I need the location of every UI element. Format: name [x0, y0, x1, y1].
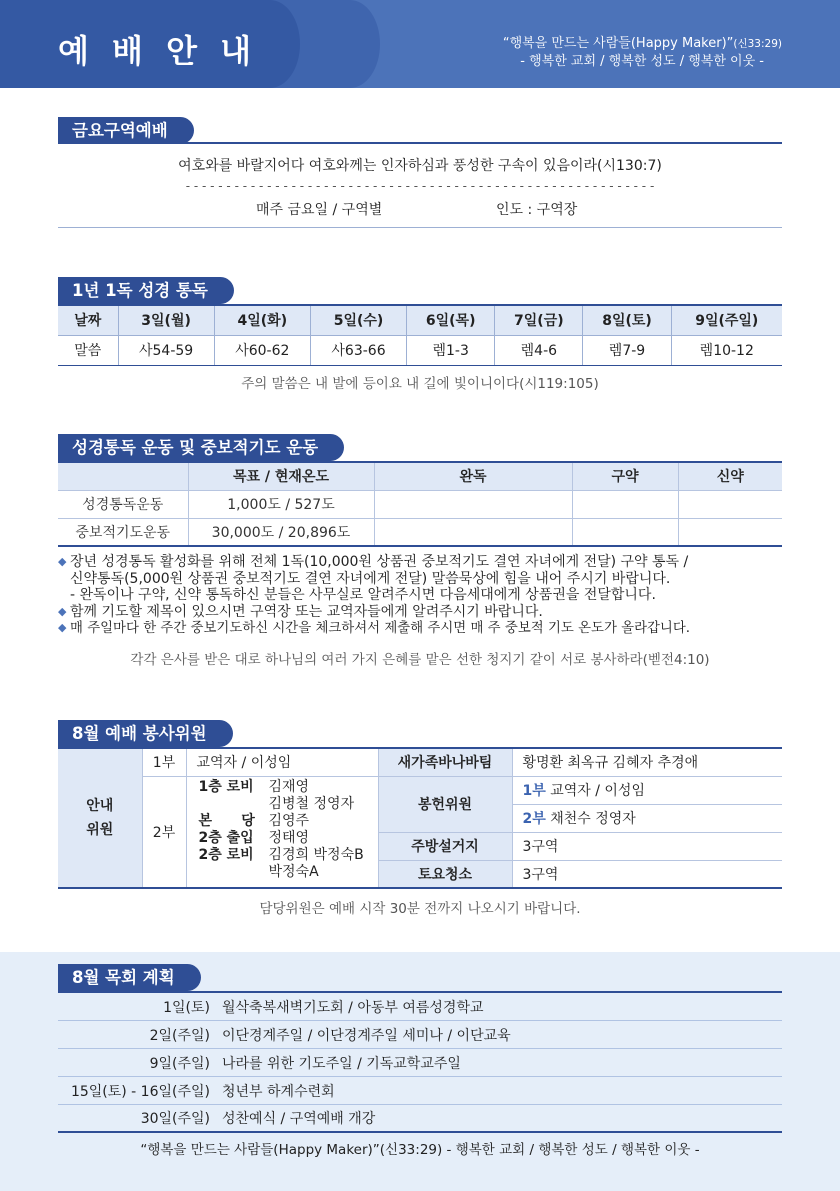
campaign-cell	[678, 518, 782, 546]
roster-lobby2-names: 김경희 박정숙B	[268, 846, 364, 863]
friday-bottom-rule	[58, 227, 782, 228]
friday-verse: 여호와를 바랄지어다 여호와께는 인자하심과 풍성한 구속이 있음이라(시130:7)	[178, 158, 662, 174]
kitchen-label: 주방설거지	[378, 832, 512, 860]
page-title: 예 배 안 내	[58, 32, 258, 70]
reading-verse: 주의 말씀은 내 발에 등이요 내 길에 빛이니이다(시119:105)	[241, 375, 599, 392]
roster-lobby1	[199, 779, 378, 796]
reading-col-day: 7일(금)	[495, 305, 583, 335]
reading-cell-label: 말씀	[58, 335, 118, 365]
roster-lobby2-names2: 박정숙A	[268, 863, 319, 880]
service-row	[58, 776, 782, 804]
service-note: 담당위원은 예배 시작 30분 전까지 나오시기 바랍니다.	[259, 901, 581, 917]
diamond-bullet-icon: ◆	[58, 555, 67, 568]
part1-label: 1부	[142, 748, 186, 776]
reading-title: 1년 1독 성경 통독	[58, 277, 234, 304]
reading-cell: 렘7-9	[583, 335, 671, 365]
plan-date: 9일(주일)	[149, 1055, 210, 1072]
offering-row-2	[512, 804, 782, 832]
reading-section	[58, 277, 782, 392]
roster-main-label: 본 당	[198, 812, 255, 829]
campaign-note-2-text: 함께 기도할 제목이 있으시면 구역장 또는 교역자들에게 알려주시기 바랍니다.	[70, 603, 543, 620]
footer-verse: “행복을 만드는 사람들(Happy Maker)”(신33:29) - 행복한 교회 / 행복한 성도 / 행복한 이웃 -	[140, 1142, 700, 1158]
header-verse-text: “행복을 만드는 사람들(Happy Maker)”	[502, 36, 734, 51]
plan-event: 나라를 위한 기도주일 / 기독교학교주일	[222, 1055, 461, 1072]
plan-row	[58, 993, 782, 1021]
plan-date: 15일(토) - 16일(주일)	[70, 1083, 210, 1100]
header-verse	[503, 32, 782, 51]
reading-table	[58, 304, 782, 366]
campaign-cell	[572, 518, 678, 546]
plan-section	[58, 964, 782, 1158]
reading-col-day: 9일(주일)	[671, 305, 782, 335]
plan-event: 성찬예식 / 구역예배 개강	[222, 1111, 376, 1127]
campaign-row	[58, 490, 782, 518]
campaign-col-target: 목표 / 현재온도	[188, 462, 374, 490]
friday-section	[58, 117, 782, 228]
campaign-cell-name: 중보적기도운동	[58, 518, 188, 546]
roster-lobby2	[199, 847, 378, 864]
campaign-cell-target: 1,000도 / 527도	[188, 490, 374, 518]
family-team-label: 새가족바나바팀	[378, 748, 512, 776]
campaign-note-1c: - 완독이나 구약, 신약 통독하신 분들은 사무실로 알려주시면 다음세대에게 상품권을 전달합니다.	[70, 587, 656, 603]
service-table	[58, 747, 782, 889]
reading-cell: 사60-62	[214, 335, 310, 365]
campaign-cell	[374, 518, 572, 546]
offering-label: 봉헌위원	[378, 776, 512, 832]
part1-value: 교역자 / 이성임	[186, 748, 378, 776]
friday-dash-line: - - - - - - - - - - - - - - - - - - - - - - - - - - - - - - - - - - - - - - - - - - - - - - - - - - - - - - - - - -	[185, 179, 655, 193]
plan-date: 1일(토)	[163, 999, 210, 1016]
offering-value-2: 채천수 정영자	[550, 811, 636, 827]
family-team-value: 황명환 최옥규 김혜자 추경애	[512, 748, 782, 776]
service-title: 8월 예배 봉사위원	[58, 720, 233, 747]
offering-row-1	[512, 776, 782, 804]
campaign-col-complete: 완독	[374, 462, 572, 490]
campaign-verse: 각각 은사를 받은 대로 하나님의 여러 가지 은혜를 맡은 선한 청지기 같이 서로 봉사하라(벧전4:10)	[130, 651, 710, 668]
friday-leader: 인도 : 구역장	[496, 202, 578, 218]
plan-row	[58, 1021, 782, 1049]
campaign-note-3-text: 매 주일마다 한 주간 중보기도하신 시간을 체크하셔서 제출해 주시면 매 주 중보적 기도 온도가 올라갑니다.	[70, 621, 691, 636]
plan-event: 월삭축복새벽기도회 / 아동부 여름성경학교	[222, 999, 484, 1016]
campaign-table	[58, 461, 782, 547]
part2-label: 2부	[142, 776, 186, 888]
campaign-cell	[678, 490, 782, 518]
campaign-section	[58, 434, 782, 668]
reading-cell: 사54-59	[118, 335, 214, 365]
plan-title: 8월 목회 계획	[58, 964, 201, 991]
page-header	[0, 0, 840, 88]
campaign-note-1	[58, 554, 782, 571]
plan-row	[58, 1049, 782, 1077]
reading-cell: 렘4-6	[495, 335, 583, 365]
reading-cell: 렘10-12	[671, 335, 782, 365]
service-section	[58, 720, 782, 917]
saturday-label: 토요청소	[378, 860, 512, 888]
reading-row	[58, 335, 782, 365]
reading-col-day: 3일(월)	[118, 305, 214, 335]
plan-row	[58, 1105, 782, 1133]
guide-label-line1: 안내	[86, 798, 114, 814]
header-subtitle: - 행복한 교회 / 행복한 성도 / 행복한 이웃 -	[520, 54, 764, 69]
roster-lobby1-label: 1층 로비	[198, 778, 254, 795]
campaign-cell	[572, 490, 678, 518]
plan-date: 2일(주일)	[149, 1027, 210, 1044]
offering-part-1: 1부	[522, 783, 546, 799]
reading-col-day: 5일(수)	[310, 305, 406, 335]
saturday-value: 3구역	[512, 860, 782, 888]
roster-lobby1-names: 김재영	[268, 778, 310, 795]
guide-committee-label	[58, 748, 142, 888]
roster-exit2-names: 정태영	[268, 829, 310, 846]
campaign-note-3	[58, 620, 782, 638]
service-row	[58, 748, 782, 776]
reading-col-day: 8일(토)	[583, 305, 671, 335]
campaign-notes	[58, 554, 782, 638]
campaign-cell	[374, 490, 572, 518]
roster-main-names: 김영주	[268, 812, 310, 829]
campaign-col-nt: 신약	[678, 462, 782, 490]
campaign-note-1-text: 장년 성경통독 활성화를 위해 전체 1독(10,000원 상품권 중보적기도 결연 자녀에게 전달) 구약 통독 /	[70, 554, 689, 570]
diamond-bullet-icon: ◆	[58, 621, 67, 634]
campaign-row	[58, 518, 782, 546]
campaign-col-ot: 구약	[572, 462, 678, 490]
roster-exit2	[199, 830, 378, 847]
campaign-cell-name: 성경통독운동	[58, 490, 188, 518]
plan-row	[58, 1077, 782, 1105]
offering-part-2: 2부	[522, 811, 546, 827]
roster-lobby1-names2: 김병철 정영자	[268, 795, 355, 812]
campaign-cell-target: 30,000도 / 20,896도	[188, 518, 374, 546]
campaign-header-row	[58, 462, 782, 490]
friday-info	[58, 197, 782, 223]
campaign-title: 성경통독 운동 및 중보적기도 운동	[58, 434, 344, 461]
reading-cell: 렘1-3	[407, 335, 495, 365]
reading-col-day: 6일(목)	[407, 305, 495, 335]
offering-value-1: 교역자 / 이성임	[550, 783, 645, 799]
friday-title: 금요구역예배	[58, 117, 194, 144]
part2-roster	[186, 776, 378, 888]
kitchen-value: 3구역	[512, 832, 782, 860]
plan-date: 30일(주일)	[140, 1111, 210, 1127]
guide-label-line2: 위원	[86, 822, 114, 838]
reading-header-row	[58, 305, 782, 335]
reading-col-day: 4일(화)	[214, 305, 310, 335]
friday-schedule: 매주 금요일 / 구역별	[256, 202, 383, 218]
reading-cell: 사63-66	[310, 335, 406, 365]
header-verse-ref: (신33:29)	[733, 38, 782, 50]
campaign-col-blank	[58, 462, 188, 490]
plan-event: 이단경계주일 / 이단경계주일 세미나 / 이단교육	[222, 1027, 511, 1044]
roster-lobby2-label: 2층 로비	[198, 846, 254, 863]
roster-exit2-label: 2층 출입	[198, 829, 254, 846]
plan-event: 청년부 하계수련회	[222, 1083, 335, 1100]
roster-main	[199, 813, 378, 830]
plan-list	[58, 991, 782, 1133]
campaign-note-1b: 신약통독(5,000원 상품권 중보적기도 결연 자녀에게 전달) 말씀묵상에 힘을 내어 주시기 바랍니다.	[70, 570, 671, 587]
campaign-note-2	[58, 604, 782, 621]
diamond-bullet-icon: ◆	[58, 604, 67, 618]
reading-col-date: 날짜	[58, 305, 118, 335]
